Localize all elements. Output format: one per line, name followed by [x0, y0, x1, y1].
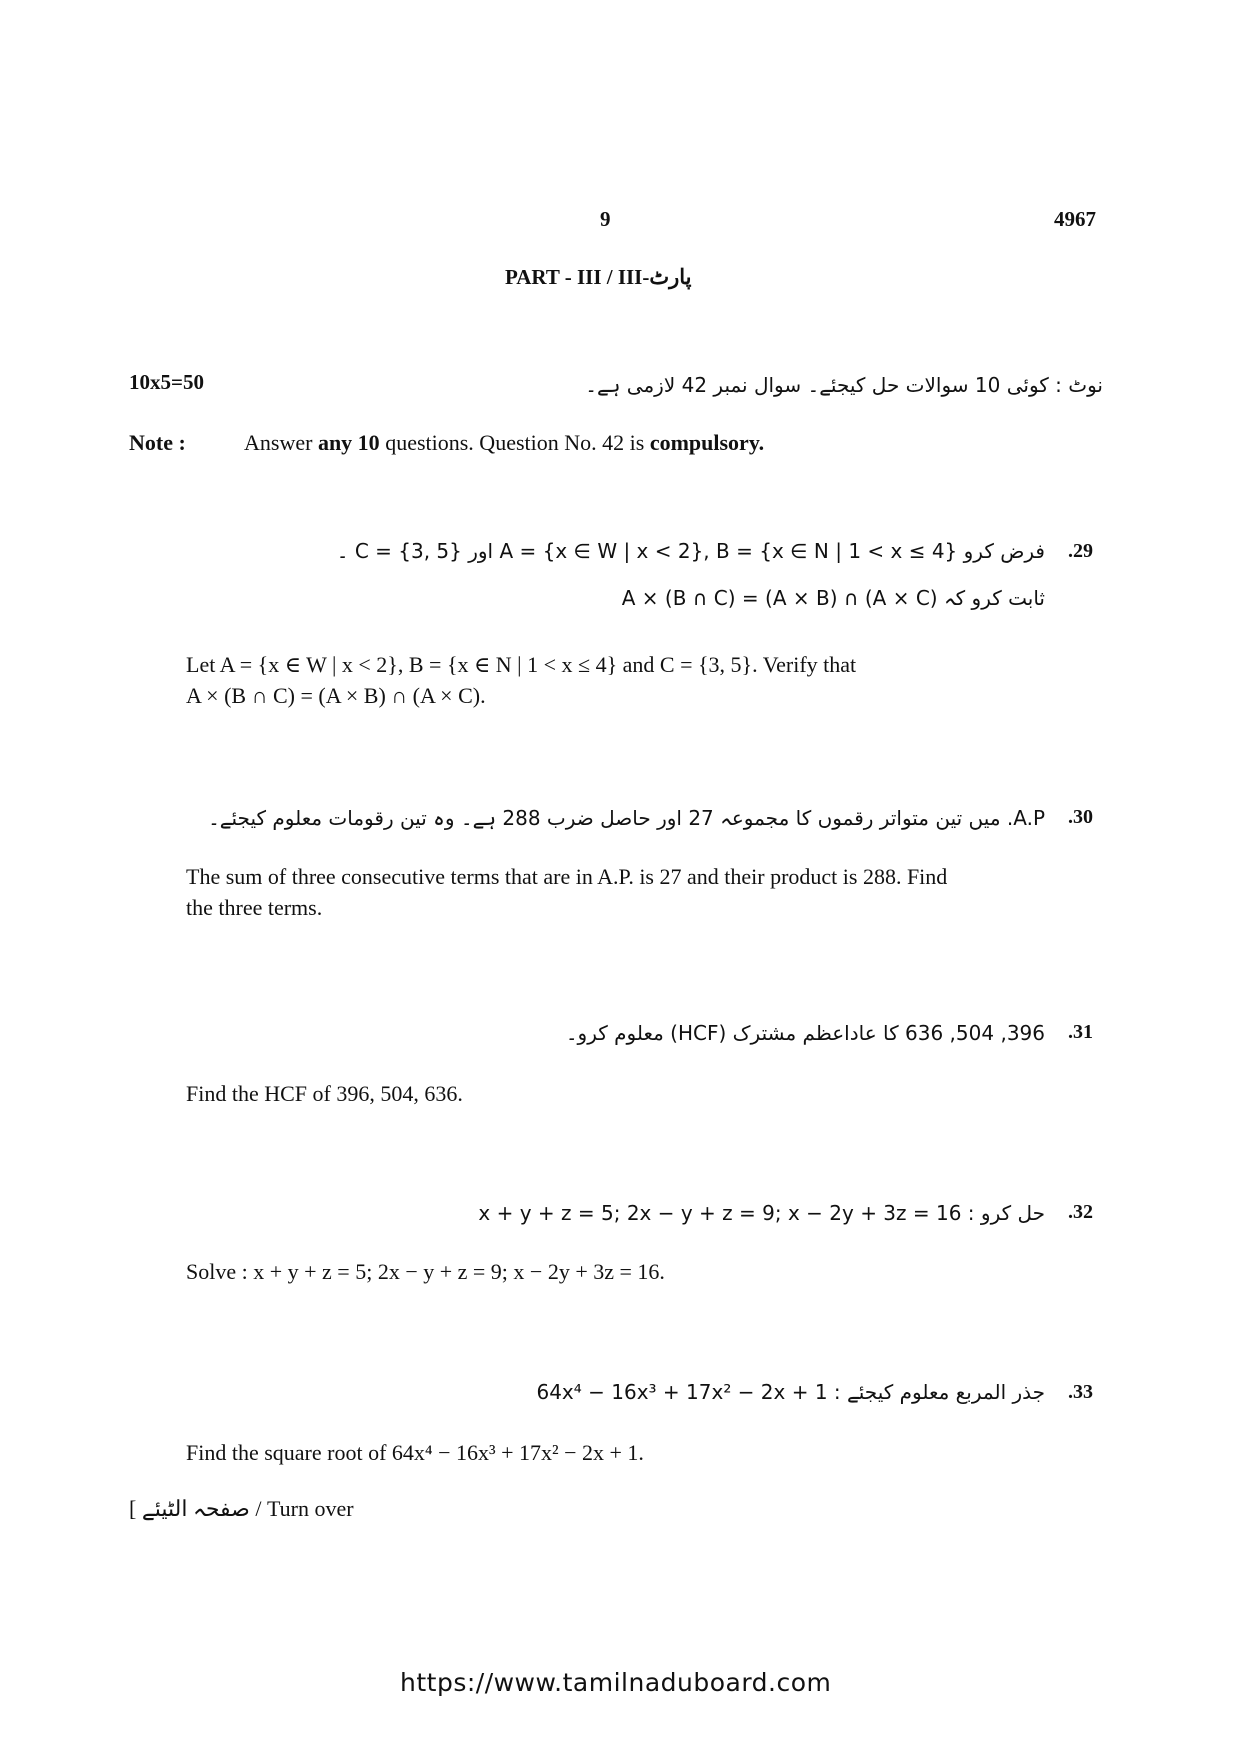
marks-scheme: 10x5=50 — [129, 370, 204, 394]
question-english: The sum of three consecutive terms that are in A.P. is 27 and their product is 288. Find — [186, 864, 948, 889]
note-text-bold: compulsory. — [649, 430, 765, 455]
footer-url[interactable]: https://www.tamilnaduboard.com — [400, 1668, 832, 1697]
part-title: PART - III / III-پارٹ — [505, 265, 692, 289]
question-english: Let A = {x ∈ W | x < 2}, B = {x ∈ N | 1 < x ≤ 4} and C = {3, 5}. Verify that — [186, 652, 857, 677]
note-text — [244, 430, 764, 456]
paper-code: 4967 — [1054, 207, 1096, 231]
question-english: A × (B ∩ C) = (A × B) ∩ (A × C). — [186, 683, 486, 708]
question-number: .29 — [1068, 540, 1093, 562]
note-text-part: questions. Question No. 42 is — [379, 430, 650, 455]
page-number: 9 — [600, 207, 611, 231]
question-english: Solve : x + y + z = 5; 2x − y + z = 9; x − 2y + 3z = 16. — [186, 1259, 665, 1284]
note-text-part: Answer — [244, 430, 318, 455]
question-number: .30 — [1068, 806, 1093, 828]
question-number: .33 — [1068, 1381, 1093, 1403]
turn-over: [ صفحہ الٹیئے / Turn over — [129, 1496, 354, 1521]
note-label: Note : — [129, 430, 186, 455]
question-english: Find the HCF of 396, 504, 636. — [186, 1081, 463, 1106]
question-urdu: حل کرو : x + y + z = 5; 2x − y + z = 9; x − 2y + 3z = 16 — [478, 1201, 1045, 1225]
note-urdu: نوٹ : کوئی 10 سوالات حل کیجئے۔ سوال نمبر 42 لازمی ہے۔ — [585, 373, 1103, 397]
question-number: .32 — [1068, 1201, 1093, 1223]
question-urdu: جذر المربع معلوم کیجئے : 64x⁴ − 16x³ + 17x² − 2x + 1 — [536, 1380, 1045, 1404]
question-number: .31 — [1068, 1021, 1093, 1043]
question-urdu: 396, 504, 636 کا عاداعظم مشترک (HCF) معلوم کرو۔ — [565, 1021, 1045, 1045]
question-english: Find the square root of 64x⁴ − 16x³ + 17x² − 2x + 1. — [186, 1440, 644, 1465]
question-urdu: فرض کرو A = {x ∈ W | x < 2}, B = {x ∈ N | 1 < x ≤ 4} اور C = {3, 5} ۔ — [336, 539, 1045, 563]
question-urdu: A.P. میں تین متواتر رقموں کا مجموعہ 27 اور حاصل ضرب 288 ہے۔ وہ تین رقومات معلوم کیجئے۔ — [208, 806, 1045, 830]
note-text-bold: any 10 — [317, 430, 380, 455]
question-urdu: ثابت کرو کہ A × (B ∩ C) = (A × B) ∩ (A × C) — [621, 586, 1045, 610]
question-english: the three terms. — [186, 895, 323, 920]
